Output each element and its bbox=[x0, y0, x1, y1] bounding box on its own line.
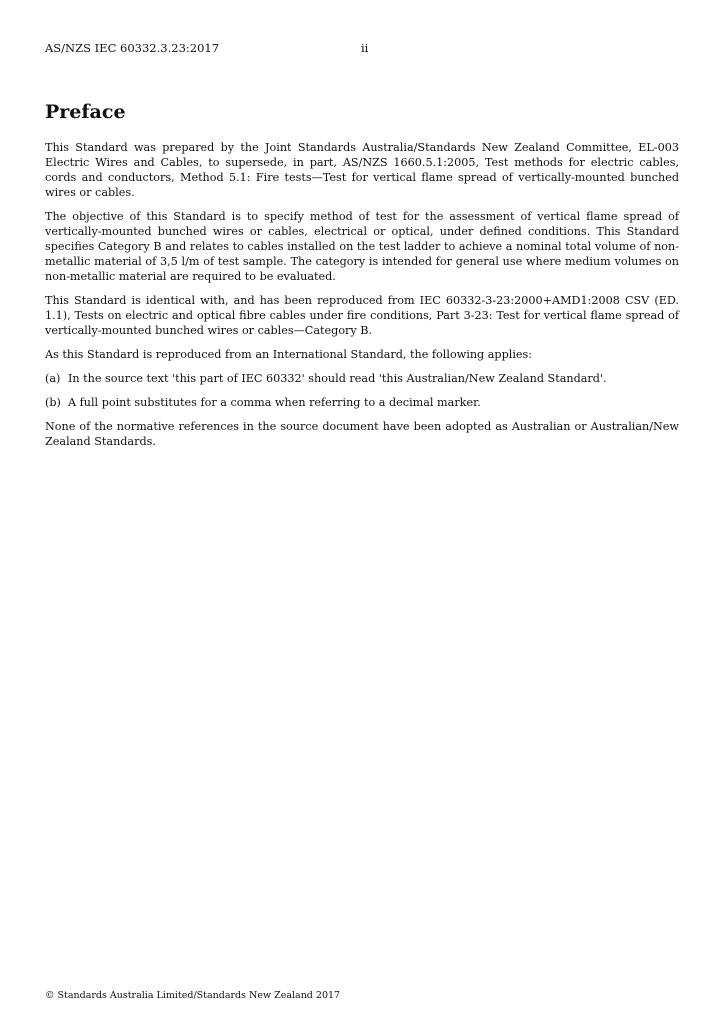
preface-body bbox=[45, 140, 679, 458]
list-marker: (b) bbox=[45, 396, 61, 409]
list-item bbox=[45, 395, 679, 410]
page-header bbox=[45, 41, 679, 57]
paragraph-identical: This Standard is identical with, and has been reproduced from IEC 60332-3-23:2000+AMD1:2008 CSV (ED. 1.1), Tests on electric and optical fibre cables under fire conditions, Part 3-23: Test for vertical flame spread of vertically-mounted bunched wires or cables—Category B. bbox=[45, 294, 679, 337]
page-number: ii bbox=[361, 41, 369, 55]
list-marker: (a) bbox=[45, 372, 61, 385]
list-item bbox=[45, 371, 679, 386]
paragraph-normative-references: None of the normative references in the source document have been adopted as Australian or Australian/New Zealand Standards. bbox=[45, 420, 679, 448]
copyright-footer: © Standards Australia Limited/Standards New Zealand 2017 bbox=[45, 990, 341, 1001]
page-title: Preface bbox=[45, 101, 126, 123]
paragraph-committee: This Standard was prepared by the Joint Standards Australia/Standards New Zealand Committee, EL-003 Electric Wires and Cables, to supersede, in part, AS/NZS 1660.5.1:2005, Test methods for electric cables, cords and conductors, Method 5.1: Fire tests—Test for vertical flame spread of vertically-mounted bunched wires or cables. bbox=[45, 141, 679, 199]
document-id: AS/NZS IEC 60332.3.23:2017 bbox=[45, 41, 220, 55]
list-text: A full point substitutes for a comma when referring to a decimal marker. bbox=[68, 396, 481, 409]
paragraph-applies: As this Standard is reproduced from an International Standard, the following applies: bbox=[45, 348, 533, 361]
paragraph-objective: The objective of this Standard is to specify method of test for the assessment of vertical flame spread of vertically-mounted bunched wires or cables, electrical or optical, under defined conditions. This Standard specifies Category B and relates to cables installed on the test ladder to achieve a nominal total volume of non-metallic material of 3,5 l/m of test sample. The category is intended for general use where medium volumes on non-metallic material are required to be evaluated. bbox=[45, 210, 679, 283]
list-text: In the source text 'this part of IEC 60332' should read 'this Australian/New Zealand Standard'. bbox=[68, 372, 607, 385]
